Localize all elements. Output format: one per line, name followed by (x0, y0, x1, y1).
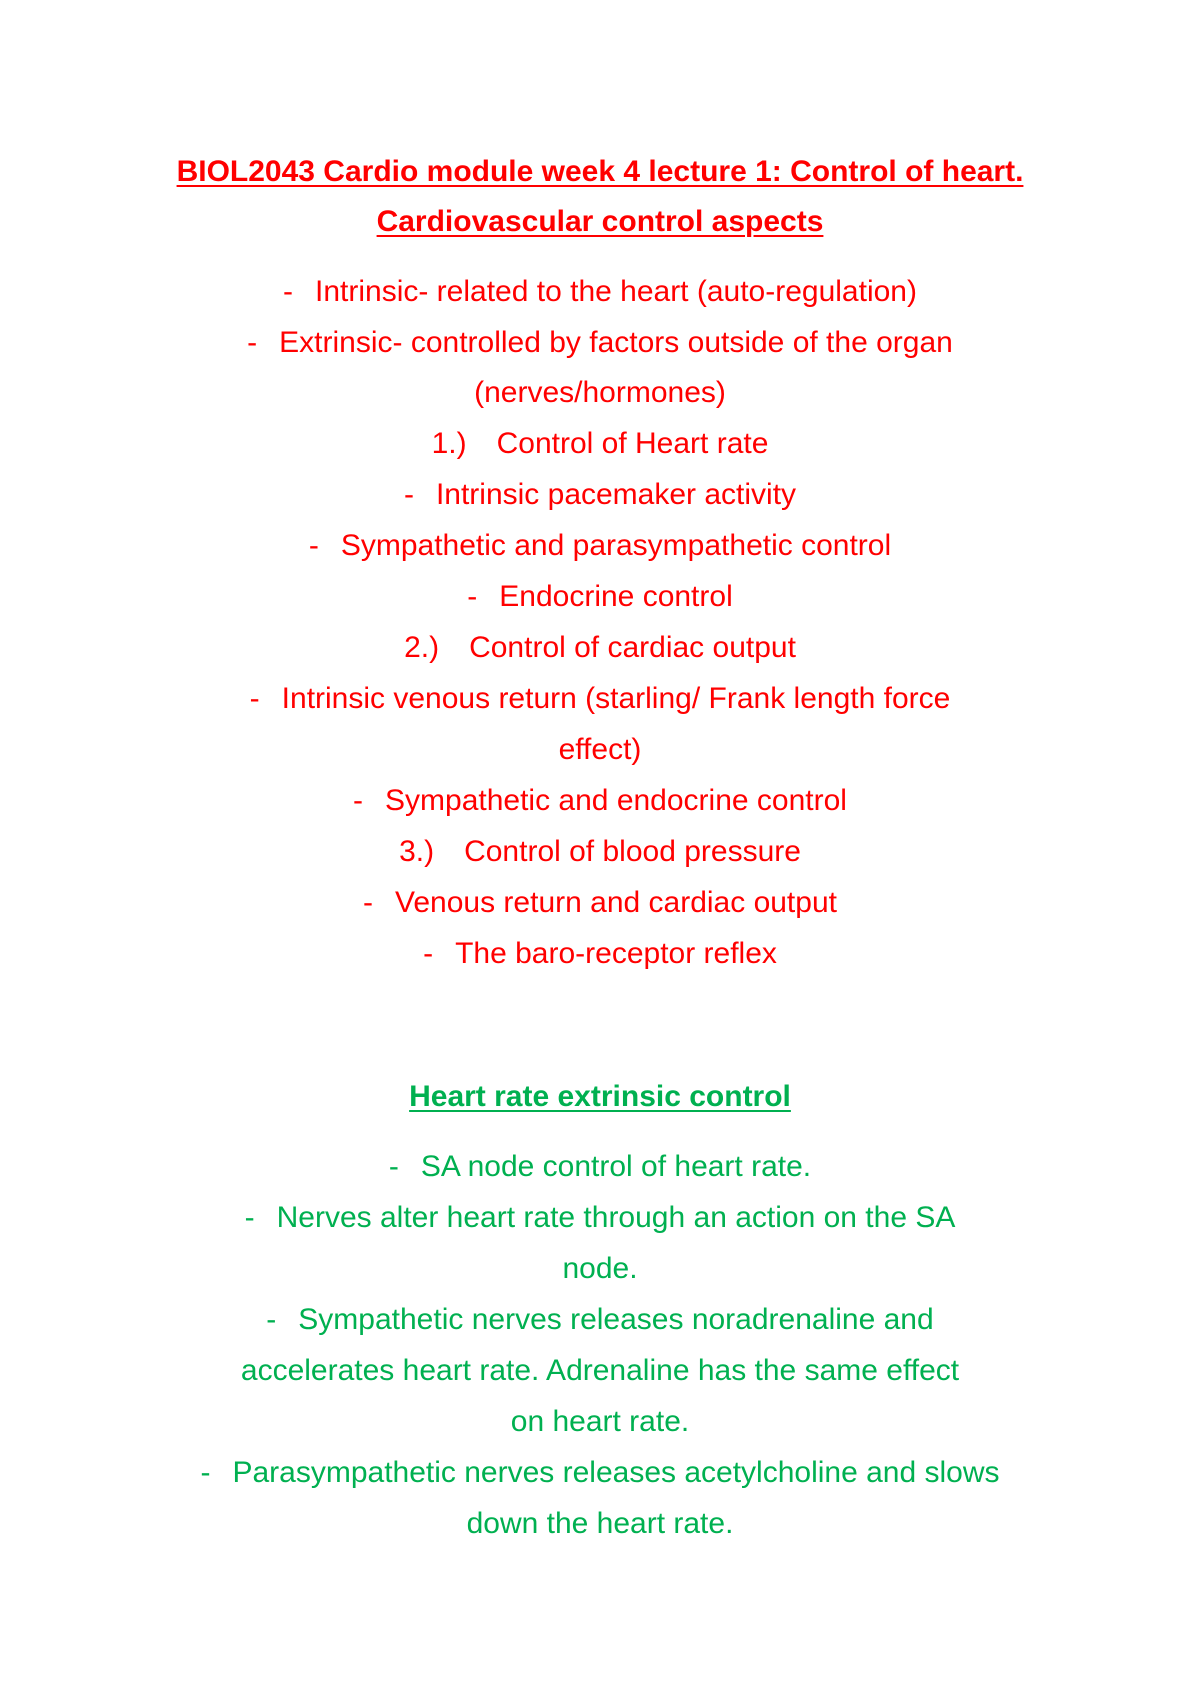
list-item (0, 934, 1200, 974)
list-marker: - (308, 529, 319, 562)
list-item-text: Control of blood pressure (464, 835, 801, 868)
list-item-text: Intrinsic venous return (starling/ Frank length force (281, 682, 951, 715)
list-marker: - (200, 1456, 211, 1489)
list-item (0, 526, 1200, 566)
list-item-text: Intrinsic- related to the heart (auto-regulation) (315, 275, 917, 308)
list-marker: - (244, 1201, 255, 1234)
list-item (0, 475, 1200, 515)
list-item-continuation (0, 1351, 1200, 1391)
list-marker: - (363, 886, 373, 919)
list-item-text: (nerves/hormones) (474, 376, 726, 409)
list-item (0, 577, 1200, 617)
list-item-continuation (0, 1402, 1200, 1442)
list-item-text: Extrinsic- controlled by factors outside of the organ (279, 326, 953, 359)
list-item-text: effect) (558, 733, 642, 766)
list-item (0, 1453, 1200, 1493)
title-line-2: Cardiovascular control aspects (376, 205, 824, 238)
numbered-item (0, 424, 1200, 464)
list-marker: - (283, 275, 293, 308)
list-item (0, 1147, 1200, 1187)
list-marker: - (249, 682, 260, 715)
list-item-text: on heart rate. (510, 1405, 690, 1438)
list-item-text: down the heart rate. (466, 1507, 734, 1540)
list-number: 2.) (404, 631, 440, 664)
numbered-item (0, 832, 1200, 872)
list-item-continuation (0, 1504, 1200, 1544)
list-item-text: Nerves alter heart rate through an action on the SA (276, 1201, 956, 1234)
list-marker: - (388, 1150, 399, 1183)
list-item (0, 781, 1200, 821)
list-number: 1.) (431, 427, 467, 460)
list-item-text: Venous return and cardiac output (395, 886, 837, 919)
list-item-text: The baro-receptor reflex (455, 937, 777, 970)
list-item (0, 883, 1200, 923)
list-item-text: SA node control of heart rate. (420, 1150, 812, 1183)
list-item-text: accelerates heart rate. Adrenaline has the same effect (240, 1354, 960, 1387)
list-item-continuation (0, 730, 1200, 770)
list-marker: - (423, 937, 434, 970)
list-item-text: Sympathetic nerves releases noradrenaline and (298, 1303, 934, 1336)
list-number: 3.) (399, 835, 435, 868)
list-marker: - (467, 580, 478, 613)
list-item-continuation (0, 373, 1200, 413)
list-item (0, 1198, 1200, 1238)
list-marker: - (266, 1303, 277, 1336)
list-item-text: Parasympathetic nerves releases acetylcholine and slows (232, 1456, 1000, 1489)
list-item-text: Endocrine control (499, 580, 733, 613)
list-marker: - (247, 326, 258, 359)
list-item (0, 323, 1200, 363)
list-marker: - (353, 784, 364, 817)
numbered-item (0, 628, 1200, 668)
list-item-text: Intrinsic pacemaker activity (435, 478, 797, 511)
list-marker: - (403, 478, 414, 511)
list-item (0, 679, 1200, 719)
list-item-text: node. (562, 1252, 638, 1285)
list-item (0, 1300, 1200, 1340)
list-item-continuation (0, 1249, 1200, 1289)
section-heading: Heart rate extrinsic control (409, 1080, 791, 1113)
list-item-text: Control of cardiac output (469, 631, 796, 664)
list-item (0, 272, 1200, 312)
title-line-1: BIOL2043 Cardio module week 4 lecture 1: Control of heart. (176, 155, 1024, 188)
list-item-text: Control of Heart rate (496, 427, 769, 460)
list-item-text: Sympathetic and parasympathetic control (340, 529, 892, 562)
list-item-text: Sympathetic and endocrine control (385, 784, 847, 817)
